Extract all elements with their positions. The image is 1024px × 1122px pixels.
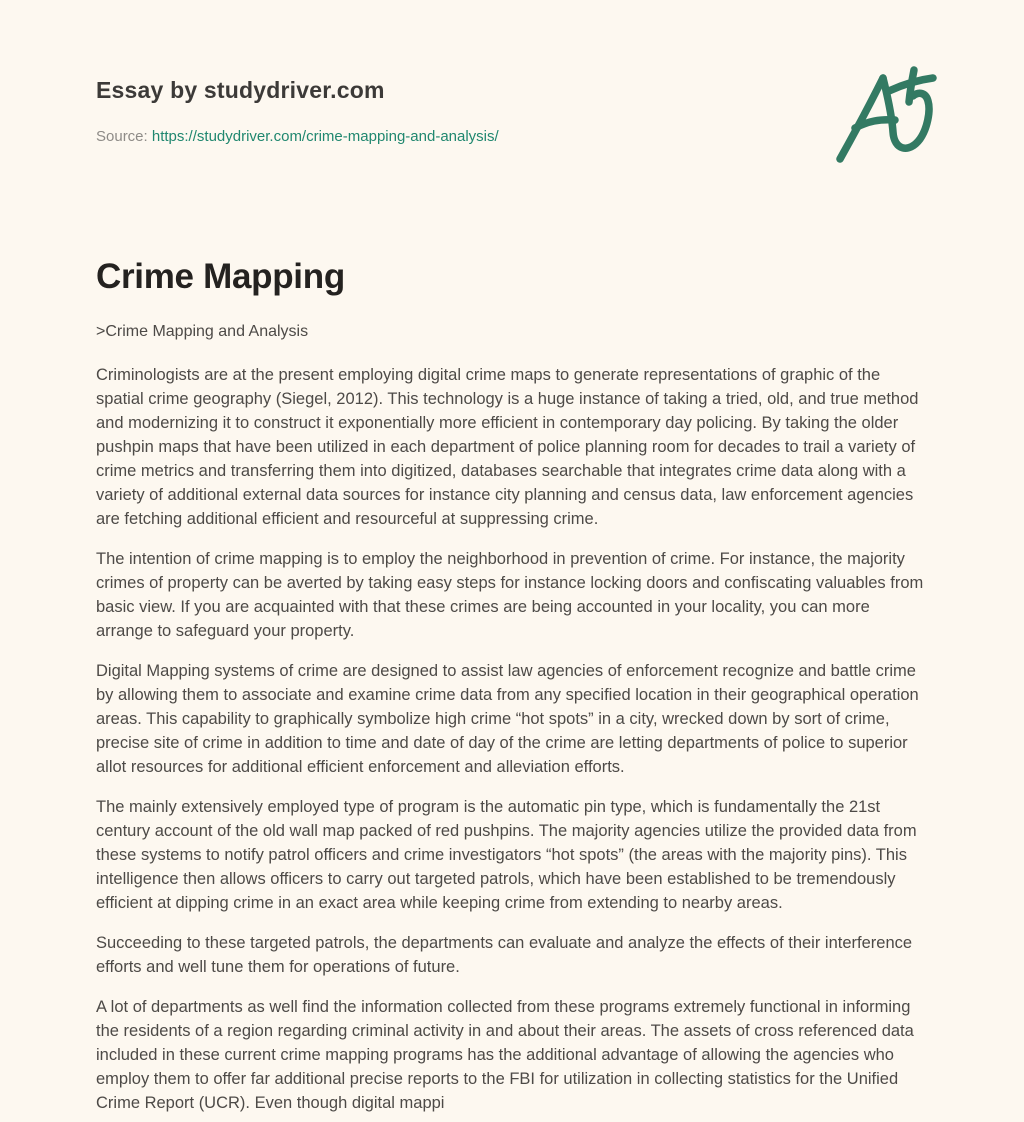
article-paragraph: A lot of departments as well find the information collected from these programs extremely functional in informing the residents of a region regarding criminal activity in and about their areas. The assets of cross referenced data included in these current crime mapping programs has the additional advantage of allowing the agencies who employ them to offer far additional precise reports to the FBI for utilization in collecting statistics for the Unified Crime Report (UCR). Even though digital mappi bbox=[96, 998, 914, 1112]
article-paragraph: Succeeding to these targeted patrols, the departments can evaluate and analyze the effects of their interference efforts and well tune them for operations of future. bbox=[96, 934, 913, 976]
article-paragraph: Criminologists are at the present employing digital crime maps to generate representations of graphic of the spatial crime geography (Siegel, 2012). This technology is a huge instance of taking a tried, old, and true method and modernizing it to construct it exponentially more efficient in contemporary day policing. By taking the older pushpin maps that have been utilized in each department of police planning room for decades to trail a variety of crime metrics and transferring them into digitized, databases searchable that integrates crime data along with a variety of additional external data sources for instance city planning and census data, law enforcement agencies are fetching additional efficient and resourceful at suppressing crime. bbox=[96, 366, 919, 528]
article-subtitle: >Crime Mapping and Analysis bbox=[96, 323, 309, 340]
article-paragraph: The mainly extensively employed type of program is the automatic pin type, which is fundamentally the 21st century account of the old wall map packed of red pushpins. The majority agencies utilize the provided data from these systems to notify patrol officers and crime investigators “hot spots” (the areas with the majority pins). This intelligence then allows officers to carry out targeted patrols, which have been established to be tremendously efficient at dipping crime in an exact area while keeping crime from extending to nearby areas. bbox=[96, 798, 917, 912]
article bbox=[96, 256, 928, 1115]
header bbox=[96, 76, 928, 148]
source-line bbox=[96, 126, 928, 148]
source-label: Source: bbox=[96, 128, 148, 145]
essay-by-heading: Essay by studydriver.com bbox=[96, 77, 385, 103]
source-link[interactable]: https://studydriver.com/crime-mapping-and-analysis/ bbox=[151, 128, 499, 145]
article-paragraph: The intention of crime mapping is to employ the neighborhood in prevention of crime. For instance, the majority crimes of property can be averted by taking easy steps for instance locking doors and confiscating valuables from basic view. If you are acquainted with that these crimes are being accounted in your locality, you can more arrange to safeguard your property. bbox=[96, 550, 924, 640]
a-plus-logo-icon bbox=[826, 62, 938, 166]
article-paragraph: Digital Mapping systems of crime are designed to assist law agencies of enforcement recognize and battle crime by allowing them to associate and examine crime data from any specified location in their geographical operation areas. This capability to graphically symbolize high crime “hot spots” in a city, wrecked down by sort of crime, precise site of crime in addition to time and date of day of the crime are letting departments of police to superior allot resources for additional efficient enforcement and alleviation efforts. bbox=[96, 662, 919, 776]
page-title: Crime Mapping bbox=[96, 257, 345, 296]
